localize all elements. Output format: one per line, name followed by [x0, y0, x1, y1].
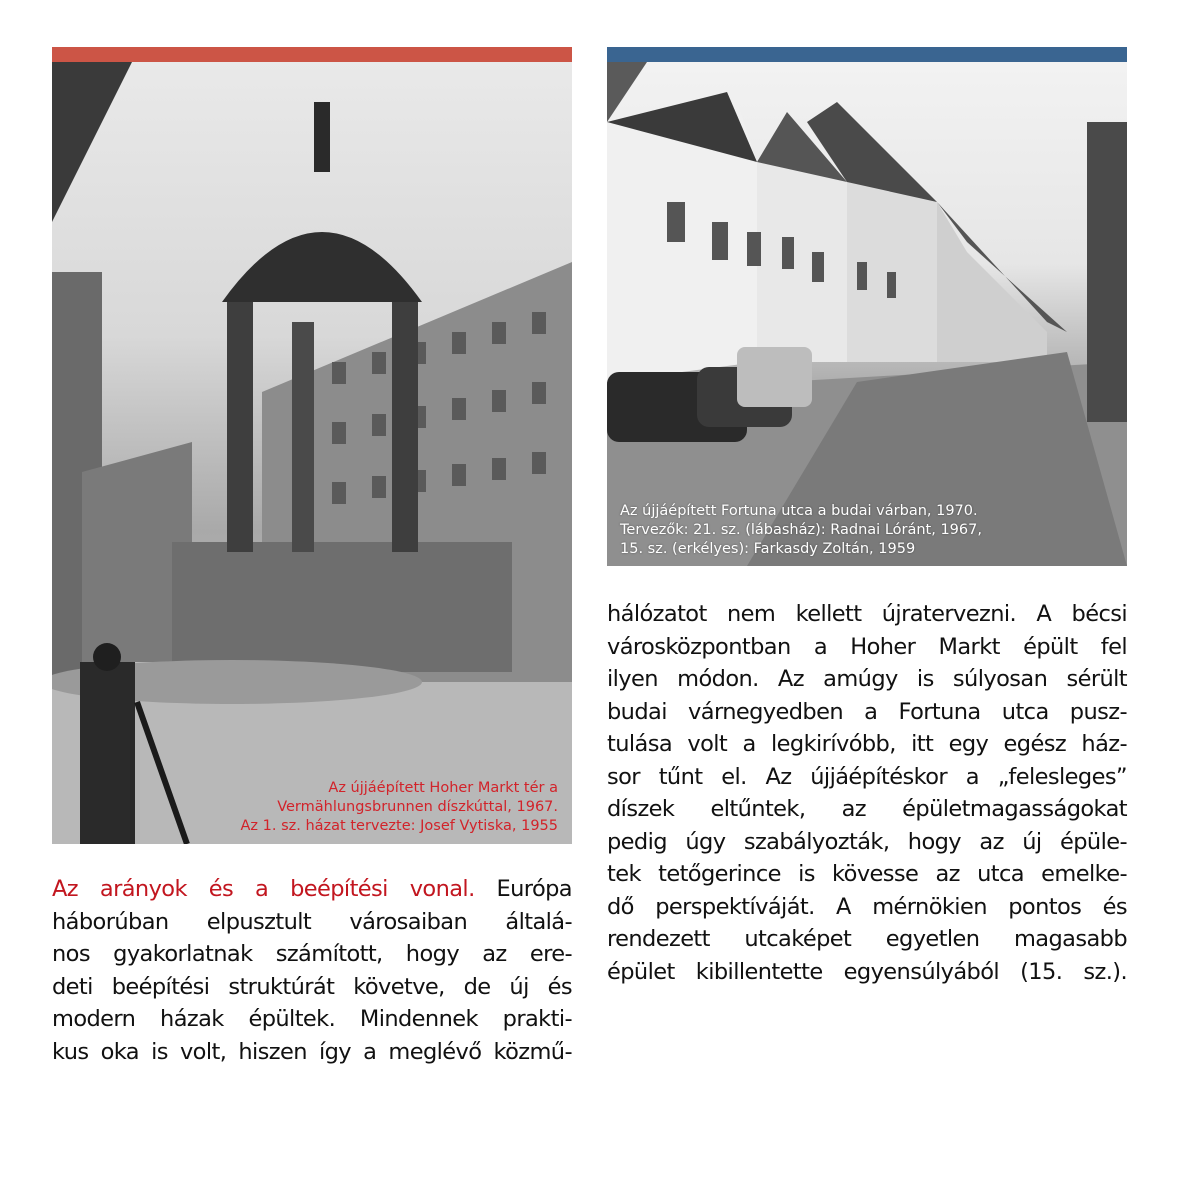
article-line: modern házak épültek. Mindennek prakti-	[52, 1006, 572, 1032]
article-line: díszek eltűntek, az épületmagasságokat	[607, 796, 1127, 822]
article-line: hálózatot nem kellett újratervezni. A bécsi	[607, 601, 1127, 627]
article-line: sor tűnt el. Az újjáépítéskor a „felesleges”	[607, 763, 1127, 790]
street-photo-illustration	[607, 62, 1127, 566]
article-first-line	[52, 873, 572, 906]
caption-line: Tervezők: 21. sz. (lábasház): Radnai Lóránt, 1967,	[620, 522, 982, 538]
article-line: tek tetőgerince is kövesse az utca emelke-	[607, 861, 1127, 887]
caption-line: Az újjáépített Fortuna utca a budai várban, 1970.	[620, 503, 978, 519]
article-line: kus oka is volt, hiszen így a meglévő közmű-	[52, 1038, 572, 1065]
article-line: rendezett utcaképet egyetlen magasabb	[607, 926, 1127, 952]
article-line: budai várnegyedben a Fortuna utca pusz-	[607, 698, 1127, 725]
first-line-rest: Európa	[474, 876, 572, 902]
photo-fortuna-utca	[607, 62, 1127, 566]
photo-hoher-markt	[52, 62, 572, 844]
article-column-left	[52, 873, 572, 1068]
caption-line: 15. sz. (erkélyes): Farkasdy Zoltán, 1959	[620, 541, 916, 557]
caption-line: Vermählungsbrunnen díszkúttal, 1967.	[277, 799, 558, 815]
article-line: deti beépítési struktúrát követve, de új és	[52, 973, 572, 1000]
red-accent-bar	[52, 47, 572, 62]
article-line: háborúban elpusztult városaiban általá-	[52, 908, 572, 935]
photo-caption-left	[241, 779, 558, 836]
blue-accent-bar	[607, 47, 1127, 62]
article-line: nos gyakorlatnak számított, hogy az ere-	[52, 941, 572, 967]
article-line: ilyen módon. Az amúgy is súlyosan sérült	[607, 666, 1127, 692]
fountain-photo-illustration	[52, 62, 572, 844]
caption-line: Az 1. sz. házat tervezte: Josef Vytiska, 1955	[240, 818, 558, 834]
article-line: dő perspektíváját. A mérnökien pontos és	[607, 893, 1127, 920]
article-line: épület kibillentette egyensúlyából (15. sz.).	[607, 958, 1127, 985]
article-line: városközpontban a Hoher Markt épült fel	[607, 633, 1127, 660]
article-line: pedig úgy szabályozták, hogy az új épüle-	[607, 828, 1127, 855]
section-lead-heading: Az arányok és a beépítési vonal.	[52, 876, 475, 902]
photo-caption-right	[620, 502, 982, 559]
article-column-right	[607, 598, 1127, 988]
article-line: tulása volt a legkirívóbb, itt egy egész ház-	[607, 731, 1127, 757]
caption-line: Az újjáépített Hoher Markt tér a	[328, 780, 558, 796]
